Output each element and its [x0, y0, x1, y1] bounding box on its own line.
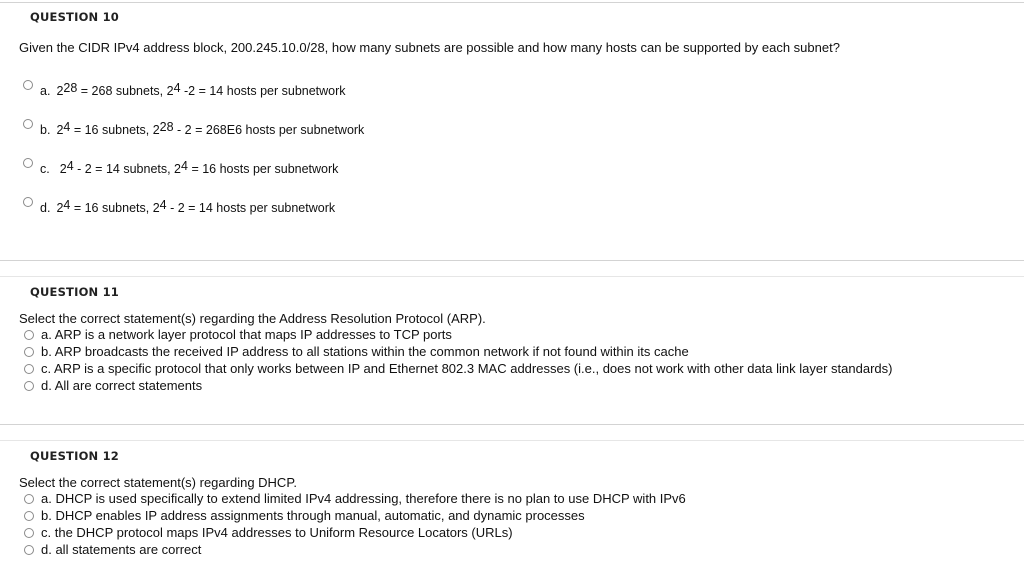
question-12-prompt: Select the correct statement(s) regarding DHCP.: [19, 475, 297, 490]
radio-button-c[interactable]: [24, 528, 34, 538]
top-divider: [0, 2, 1024, 3]
option-a-text: a. DHCP is used specifically to extend limited IPv4 addressing, therefore there is no plan to use DHCP with IPv6: [41, 491, 686, 506]
option-b-text: b. $2^4 = 16$ subnets, $2^{28} - 2 = 268E6$ hosts per subnetwork: [40, 120, 365, 137]
option-d-text: d. All are correct statements: [41, 378, 203, 393]
option-b-text: b. DHCP enables IP address assignments through manual, automatic, and dynamic processes: [41, 508, 585, 523]
radio-button-d[interactable]: [24, 381, 34, 391]
radio-button-a[interactable]: [23, 80, 33, 90]
question-divider: [0, 260, 1024, 261]
option-c-text: c. ARP is a specific protocol that only works between IP and Ethernet 802.3 MAC addresses (i.e., does not work with other data link layer standards): [41, 361, 893, 376]
radio-button-d[interactable]: [24, 545, 34, 555]
option-d-text: d. $2^4 = 16$ subnets, $2^4 - 2 = 14$ hosts per subnetwork: [40, 198, 336, 215]
radio-button-d[interactable]: [23, 197, 33, 207]
question-divider-shadow: [0, 276, 1024, 277]
option-b-text: b. ARP broadcasts the received IP address to all stations within the common network if not found within its cache: [41, 344, 689, 359]
radio-button-c[interactable]: [24, 364, 34, 374]
option-a-text: a. $2^{28} = 268$ subnets, $2^4$ -2 = 14 hosts per subnetwork: [40, 81, 346, 98]
radio-button-b[interactable]: [24, 347, 34, 357]
question-10-heading: QUESTION 10: [30, 10, 119, 24]
question-11-heading: QUESTION 11: [30, 285, 119, 299]
question-12-heading: QUESTION 12: [30, 449, 119, 463]
option-c-text: c. $2^4 - 2 = 14$ subnets, $2^4 = 16$ hosts per subnetwork: [40, 159, 339, 176]
option-d-text: d. all statements are correct: [41, 542, 202, 557]
radio-button-b[interactable]: [23, 119, 33, 129]
question-11-prompt: Select the correct statement(s) regarding the Address Resolution Protocol (ARP).: [19, 311, 486, 326]
question-10-prompt: Given the CIDR IPv4 address block, 200.245.10.0/28, how many subnets are possible and how many hosts can be supported by each subnet?: [19, 40, 840, 55]
radio-button-a[interactable]: [24, 330, 34, 340]
radio-button-b[interactable]: [24, 511, 34, 521]
option-a-text: a. ARP is a network layer protocol that maps IP addresses to TCP ports: [41, 327, 452, 342]
question-divider: [0, 424, 1024, 425]
option-c-text: c. the DHCP protocol maps IPv4 addresses to Uniform Resource Locators (URLs): [41, 525, 513, 540]
radio-button-c[interactable]: [23, 158, 33, 168]
question-divider-shadow: [0, 440, 1024, 441]
radio-button-a[interactable]: [24, 494, 34, 504]
